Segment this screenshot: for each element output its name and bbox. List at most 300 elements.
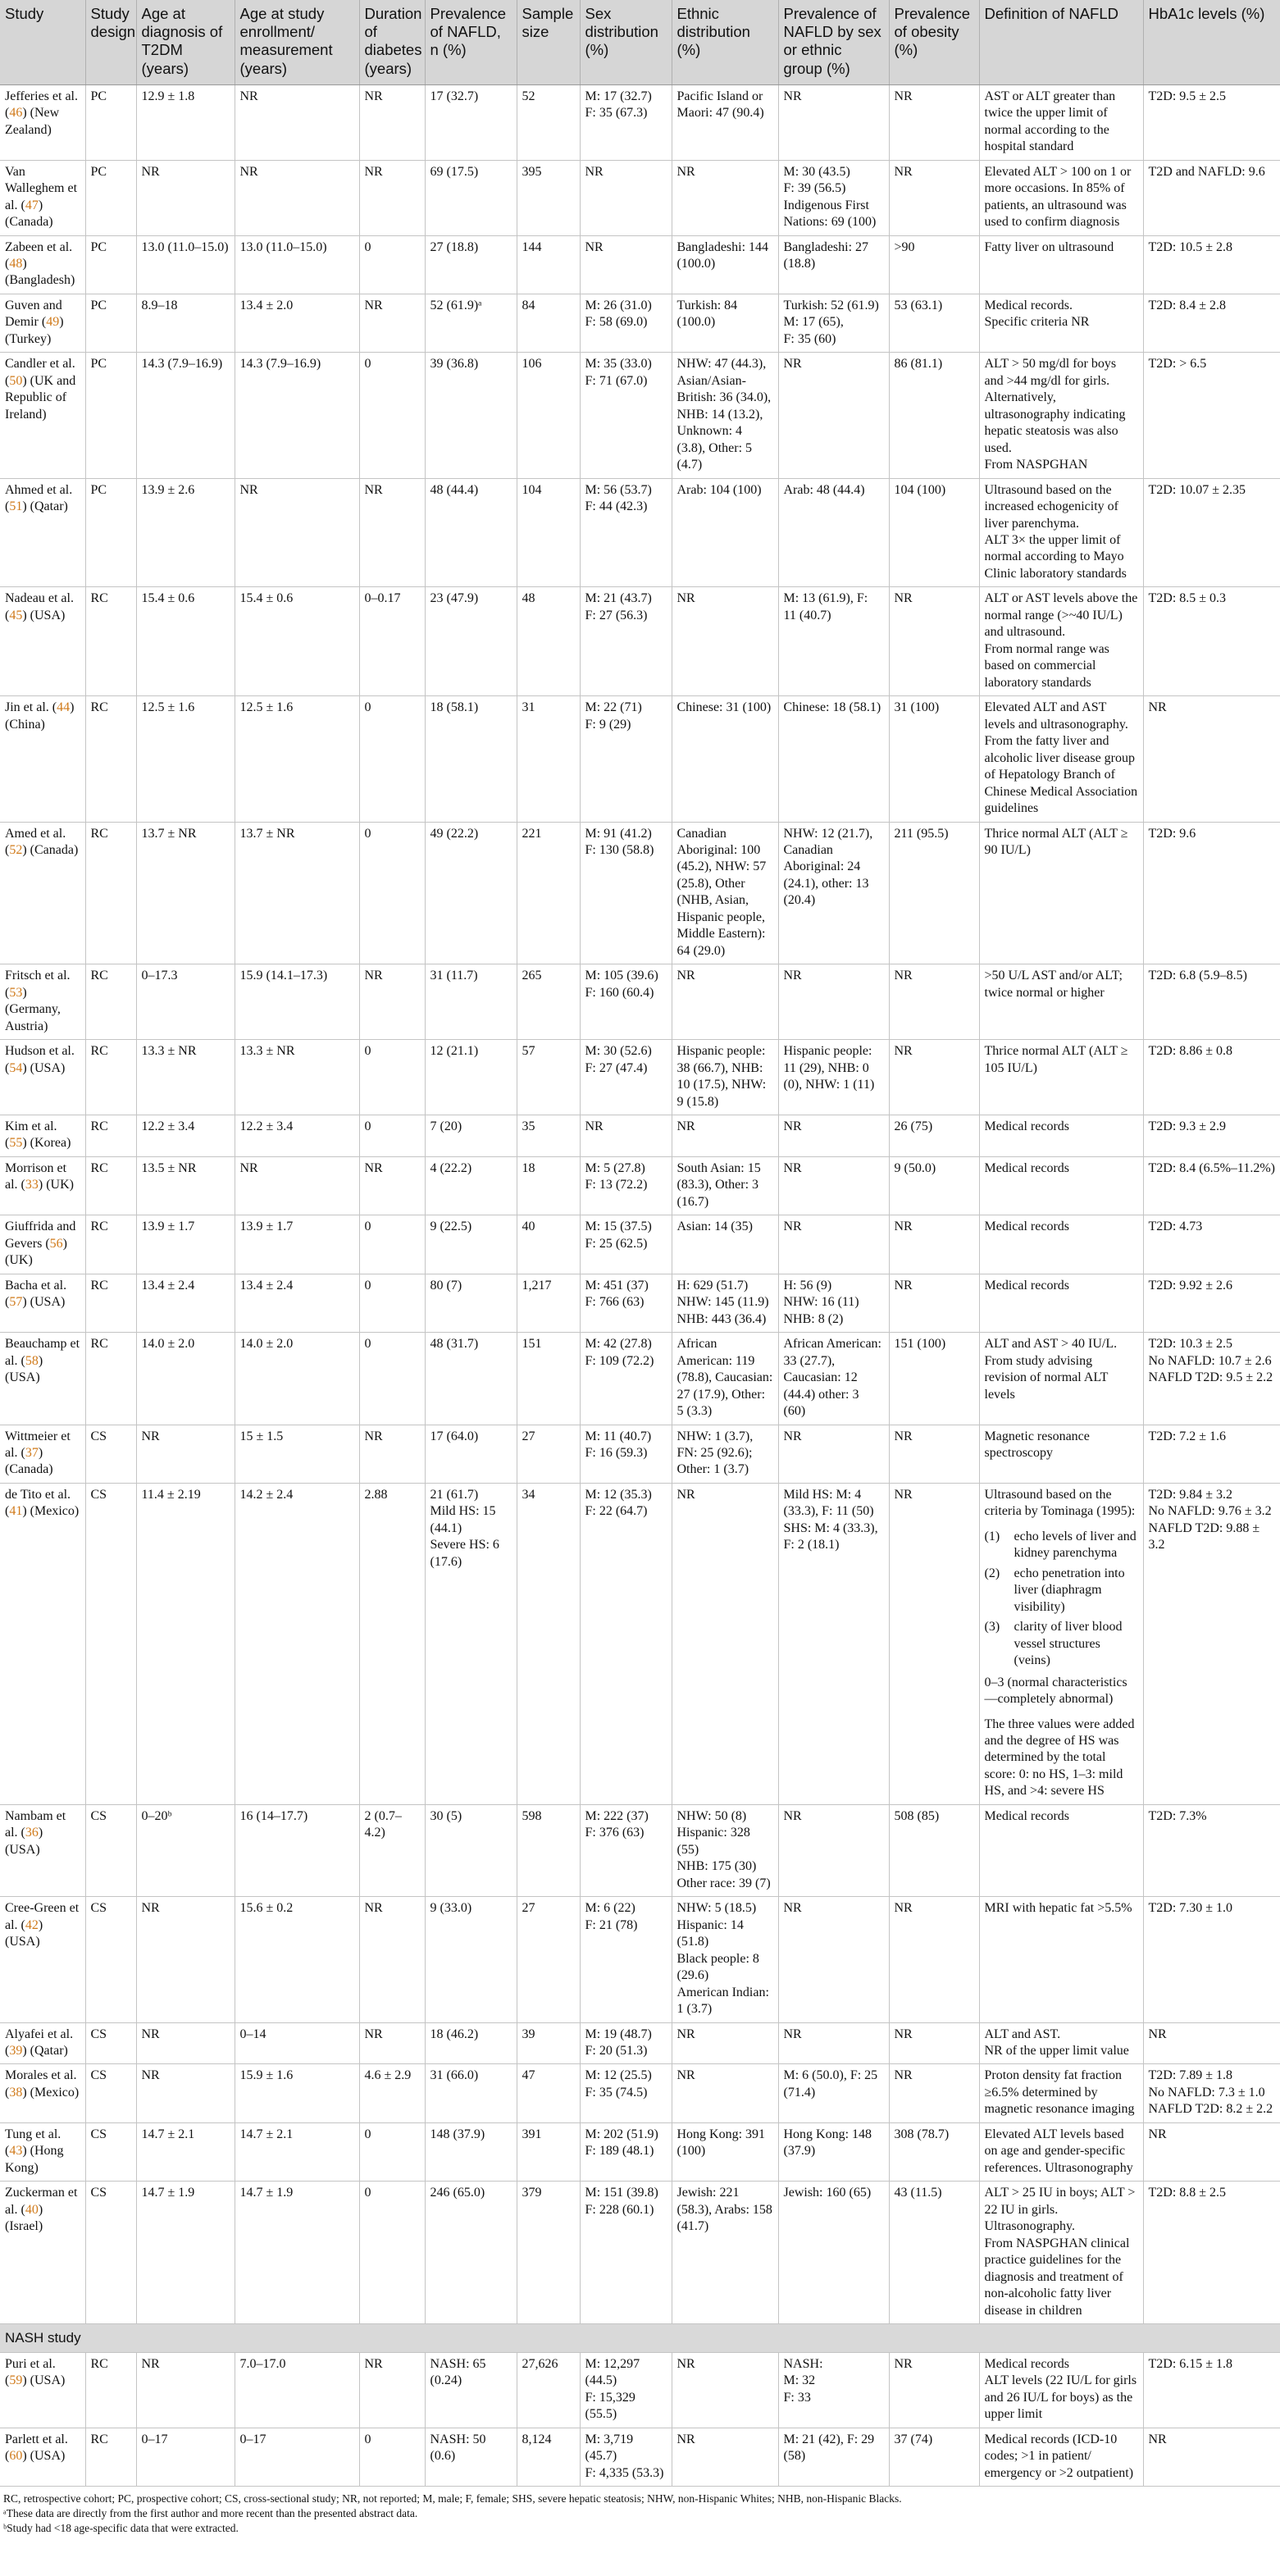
sample-size-cell: 27	[517, 1425, 580, 1483]
sample-size-cell: 151	[517, 1333, 580, 1425]
study-name: Jefferies et al. (	[5, 89, 78, 121]
obesity-cell: 26 (75)	[889, 1115, 979, 1157]
reference-link[interactable]: 43	[9, 2144, 23, 2159]
reference-link[interactable]: 37	[25, 1445, 39, 1460]
obesity-cell: NR	[889, 160, 979, 235]
age-diagnosis-cell: 14.3 (7.9–16.9)	[136, 353, 235, 478]
age-diagnosis-cell: 14.7 ± 1.9	[136, 2182, 235, 2324]
table-row	[0, 587, 1280, 696]
prevalence-cell: 148 (37.9)	[425, 2122, 517, 2181]
design-cell: RC	[85, 587, 136, 696]
sample-size-cell: 395	[517, 160, 580, 235]
footnote: ᵇStudy had <18 age-specific data that were extracted.	[3, 2522, 239, 2535]
sample-size-cell: 31	[517, 696, 580, 822]
age-enrollment-cell: 0–17	[235, 2428, 359, 2486]
sample-size-cell: 48	[517, 587, 580, 696]
definition-cell: Ultrasound based on the increased echogenicity of liver parenchyma. ALT 3× the upper limit of normal according to Mayo Clinic laboratory standards	[979, 478, 1143, 587]
sample-size-cell: 35	[517, 1115, 580, 1157]
age-enrollment-cell: 14.2 ± 2.4	[235, 1483, 359, 1804]
study-name: Nadeau et al. (	[5, 591, 74, 622]
definition-cell: ALT and AST. NR of the upper limit value	[979, 2022, 1143, 2064]
design-cell: RC	[85, 1215, 136, 1274]
sample-size-cell: 265	[517, 964, 580, 1040]
study-country: ) (Bangladesh)	[5, 256, 75, 288]
design-cell: PC	[85, 353, 136, 478]
prevalence-group-cell: NR	[778, 2022, 889, 2064]
age-enrollment-cell: 14.7 ± 1.9	[235, 2182, 359, 2324]
table-row	[0, 235, 1280, 294]
table-row	[0, 478, 1280, 587]
study-cell	[0, 160, 85, 235]
reference-link[interactable]: 42	[25, 1917, 39, 1932]
ethnic-distribution-cell: NHW: 5 (18.5) Hispanic: 14 (51.8) Black people: 8 (29.6) American Indian: 1 (3.7)	[672, 1897, 778, 2022]
reference-link[interactable]: 49	[46, 315, 60, 330]
reference-link[interactable]: 51	[9, 499, 23, 514]
table-row	[0, 1333, 1280, 1425]
hba1c-cell: T2D: 9.6	[1143, 822, 1280, 964]
prevalence-group-cell: NASH: M: 32 F: 33	[778, 2352, 889, 2428]
definition-cell: Magnetic resonance spectroscopy	[979, 1425, 1143, 1483]
age-diagnosis-cell: NR	[136, 2352, 235, 2428]
prevalence-group-cell: Turkish: 52 (61.9) M: 17 (65), F: 35 (60)	[778, 294, 889, 352]
age-diagnosis-cell: 15.4 ± 0.6	[136, 587, 235, 696]
design-cell: PC	[85, 294, 136, 352]
definition-cell: Elevated ALT > 100 on 1 or more occasions. In 85% of patients, an ultrasound was used to confirm diagnosis	[979, 160, 1143, 235]
hba1c-cell: T2D: 9.84 ± 3.2 No NAFLD: 9.76 ± 3.2 NAFLD T2D: 9.88 ± 3.2	[1143, 1483, 1280, 1804]
definition-cell: Medical records. Specific criteria NR	[979, 294, 1143, 352]
study-cell	[0, 964, 85, 1040]
prevalence-cell: NASH: 65 (0.24)	[425, 2352, 517, 2428]
study-country: ) (USA)	[22, 1060, 66, 1075]
prevalence-cell: 39 (36.8)	[425, 353, 517, 478]
definition-cell: Thrice normal ALT (ALT ≥ 105 IU/L)	[979, 1040, 1143, 1115]
hba1c-cell: T2D: 10.3 ± 2.5 No NAFLD: 10.7 ± 2.6 NAFLD T2D: 9.5 ± 2.2	[1143, 1333, 1280, 1425]
table-row	[0, 1804, 1280, 1896]
ethnic-distribution-cell: Asian: 14 (35)	[672, 1215, 778, 1274]
column-header: Prevalence of NAFLD by sex or ethnic group (%)	[778, 0, 889, 84]
hba1c-cell: T2D: 8.8 ± 2.5	[1143, 2182, 1280, 2324]
design-cell: RC	[85, 2428, 136, 2486]
obesity-cell: 37 (74)	[889, 2428, 979, 2486]
reference-link[interactable]: 57	[9, 1295, 23, 1310]
table-row	[0, 964, 1280, 1040]
sample-size-cell: 84	[517, 294, 580, 352]
reference-link[interactable]: 33	[25, 1178, 39, 1192]
table-row	[0, 2182, 1280, 2324]
prevalence-cell: 23 (47.9)	[425, 587, 517, 696]
ethnic-distribution-cell: Chinese: 31 (100)	[672, 696, 778, 822]
ethnic-distribution-cell: Turkish: 84 (100.0)	[672, 294, 778, 352]
sample-size-cell: 40	[517, 1215, 580, 1274]
design-cell: RC	[85, 1274, 136, 1332]
age-diagnosis-cell: 13.3 ± NR	[136, 1040, 235, 1115]
age-enrollment-cell: 15.9 (14.1–17.3)	[235, 964, 359, 1040]
ethnic-distribution-cell: NR	[672, 2352, 778, 2428]
duration-cell: 0	[359, 353, 425, 478]
study-name: Guven and Demir (	[5, 298, 62, 330]
age-diagnosis-cell: 13.7 ± NR	[136, 822, 235, 964]
sample-size-cell: 27,626	[517, 2352, 580, 2428]
age-enrollment-cell: 14.7 ± 2.1	[235, 2122, 359, 2181]
reference-link[interactable]: 41	[9, 1504, 23, 1519]
sex-distribution-cell: M: 3,719 (45.7) F: 4,335 (53.3)	[580, 2428, 672, 2486]
study-name: Zuckerman et al. (	[5, 2186, 78, 2217]
reference-link[interactable]: 55	[9, 1136, 23, 1151]
prevalence-cell: 246 (65.0)	[425, 2182, 517, 2324]
prevalence-group-cell: NR	[778, 1115, 889, 1157]
study-cell	[0, 1897, 85, 2022]
sample-size-cell: 221	[517, 822, 580, 964]
study-name: Wittmeier et al. (	[5, 1429, 71, 1460]
ethnic-distribution-cell: Bangladeshi: 144 (100.0)	[672, 235, 778, 294]
column-header: Ethnic distribution (%)	[672, 0, 778, 84]
study-country: ) (Germany, Austria)	[5, 985, 61, 1033]
age-enrollment-cell: 14.3 (7.9–16.9)	[235, 353, 359, 478]
hba1c-cell: NR	[1143, 696, 1280, 822]
study-country: ) (China)	[5, 700, 75, 732]
age-enrollment-cell: 13.0 (11.0–15.0)	[235, 235, 359, 294]
study-country: ) (Qatar)	[22, 2043, 68, 2058]
study-cell	[0, 1215, 85, 1274]
reference-link[interactable]: 46	[9, 106, 23, 121]
ethnic-distribution-cell: NR	[672, 587, 778, 696]
age-diagnosis-cell: 8.9–18	[136, 294, 235, 352]
reference-link[interactable]: 53	[9, 985, 23, 1000]
table-row	[0, 2022, 1280, 2064]
reference-link[interactable]: 47	[25, 198, 39, 212]
age-diagnosis-cell: 13.0 (11.0–15.0)	[136, 235, 235, 294]
ethnic-distribution-cell: African American: 119 (78.8), Caucasian: 27 (17.9), Other: 5 (3.3)	[672, 1333, 778, 1425]
table-body	[0, 84, 1280, 2486]
prevalence-group-cell: NR	[778, 353, 889, 478]
study-country: ) (UK)	[5, 1236, 67, 1268]
prevalence-cell: 12 (21.1)	[425, 1040, 517, 1115]
reference-link[interactable]: 39	[9, 2043, 23, 2058]
prevalence-cell: 21 (61.7) Mild HS: 15 (44.1) Severe HS: 6 (17.6)	[425, 1483, 517, 1804]
table-row	[0, 822, 1280, 964]
study-country: ) (Mexico)	[22, 1504, 80, 1519]
reference-link[interactable]: 44	[57, 700, 71, 715]
design-cell: PC	[85, 160, 136, 235]
design-cell: RC	[85, 1040, 136, 1115]
study-name: Nambam et al. (	[5, 1808, 66, 1840]
column-header: Prevalence of obesity (%)	[889, 0, 979, 84]
age-enrollment-cell: NR	[235, 478, 359, 587]
age-diagnosis-cell: 14.7 ± 2.1	[136, 2122, 235, 2181]
sex-distribution-cell: M: 17 (32.7) F: 35 (67.3)	[580, 84, 672, 160]
study-cell	[0, 822, 85, 964]
ethnic-distribution-cell: NR	[672, 1483, 778, 1804]
sample-size-cell: 1,217	[517, 1274, 580, 1332]
duration-cell: NR	[359, 1897, 425, 2022]
study-cell	[0, 2352, 85, 2428]
prevalence-cell: 17 (64.0)	[425, 1425, 517, 1483]
study-name: Puri et al. (	[5, 2356, 56, 2388]
prevalence-cell: 18 (46.2)	[425, 2022, 517, 2064]
age-enrollment-cell: 15 ± 1.5	[235, 1425, 359, 1483]
design-cell: RC	[85, 964, 136, 1040]
sex-distribution-cell: M: 11 (40.7) F: 16 (59.3)	[580, 1425, 672, 1483]
design-cell: PC	[85, 235, 136, 294]
study-cell	[0, 1333, 85, 1425]
table-row	[0, 2428, 1280, 2486]
sex-distribution-cell: M: 15 (37.5) F: 25 (62.5)	[580, 1215, 672, 1274]
prevalence-group-cell: Arab: 48 (44.4)	[778, 478, 889, 587]
age-enrollment-cell: NR	[235, 1156, 359, 1215]
reference-link[interactable]: 38	[9, 2085, 23, 2100]
prevalence-group-cell: NR	[778, 1425, 889, 1483]
hba1c-cell: T2D: 9.3 ± 2.9	[1143, 1115, 1280, 1157]
hba1c-cell: T2D: 7.89 ± 1.8 No NAFLD: 7.3 ± 1.0 NAFLD T2D: 8.2 ± 2.2	[1143, 2064, 1280, 2122]
ethnic-distribution-cell: NR	[672, 160, 778, 235]
age-diagnosis-cell: 13.9 ± 2.6	[136, 478, 235, 587]
sex-distribution-cell: M: 451 (37) F: 766 (63)	[580, 1274, 672, 1332]
reference-link[interactable]: 58	[25, 1353, 39, 1368]
sex-distribution-cell: M: 26 (31.0) F: 58 (69.0)	[580, 294, 672, 352]
duration-cell: 0	[359, 696, 425, 822]
study-name: Alyafei et al. (	[5, 2027, 74, 2058]
sex-distribution-cell: M: 56 (53.7) F: 44 (42.3)	[580, 478, 672, 587]
sex-distribution-cell: M: 222 (37) F: 376 (63)	[580, 1804, 672, 1896]
reference-link[interactable]: 60	[9, 2449, 23, 2464]
sex-distribution-cell: M: 105 (39.6) F: 160 (60.4)	[580, 964, 672, 1040]
study-cell	[0, 587, 85, 696]
prevalence-cell: 31 (66.0)	[425, 2064, 517, 2122]
study-cell	[0, 84, 85, 160]
design-cell: PC	[85, 84, 136, 160]
study-name: Bacha et al. (	[5, 1278, 67, 1310]
study-cell	[0, 235, 85, 294]
study-cell	[0, 478, 85, 587]
age-diagnosis-cell: NR	[136, 1425, 235, 1483]
study-cell	[0, 2428, 85, 2486]
reference-link[interactable]: 54	[9, 1060, 23, 1075]
prevalence-group-cell: NR	[778, 1897, 889, 2022]
duration-cell: NR	[359, 964, 425, 1040]
sex-distribution-cell: M: 151 (39.8) F: 228 (60.1)	[580, 2182, 672, 2324]
age-diagnosis-cell: 12.9 ± 1.8	[136, 84, 235, 160]
age-enrollment-cell: 13.9 ± 1.7	[235, 1215, 359, 1274]
study-name: Van Walleghem et al. (	[5, 164, 78, 212]
table-row	[0, 1040, 1280, 1115]
age-diagnosis-cell: 0–17.3	[136, 964, 235, 1040]
definition-cell: Medical records	[979, 1274, 1143, 1332]
ethnic-distribution-cell: Hispanic people: 38 (66.7), NHB: 10 (17.5), NHW: 9 (15.8)	[672, 1040, 778, 1115]
reference-link[interactable]: 59	[9, 2373, 23, 2388]
column-header: Sample size	[517, 0, 580, 84]
obesity-cell: NR	[889, 1215, 979, 1274]
prevalence-group-cell: NR	[778, 1804, 889, 1896]
age-enrollment-cell: 12.5 ± 1.6	[235, 696, 359, 822]
ethnic-distribution-cell: NR	[672, 2022, 778, 2064]
sex-distribution-cell: M: 30 (52.6) F: 27 (47.4)	[580, 1040, 672, 1115]
age-enrollment-cell: 14.0 ± 2.0	[235, 1333, 359, 1425]
sex-distribution-cell: M: 12 (25.5) F: 35 (74.5)	[580, 2064, 672, 2122]
hba1c-cell: NR	[1143, 2022, 1280, 2064]
table-row	[0, 294, 1280, 352]
sample-size-cell: 52	[517, 84, 580, 160]
definition-cell: Ultrasound based on the criteria by Tominaga (1995): (1) echo levels of liver and kidney parenchyma (2) echo penetration into liver (diaphragm visibility) (3) clarity of liver blood vessel structures (veins) 0–3 (normal characteristics—completely abnormal) The three values were added and the degree of HS was determined by the total score: 0: no HS, 1–3: mild HS, and >4: severe HS	[979, 1483, 1143, 1804]
obesity-cell: 151 (100)	[889, 1333, 979, 1425]
reference-link[interactable]: 36	[25, 1826, 39, 1840]
study-cell	[0, 696, 85, 822]
design-cell: CS	[85, 2022, 136, 2064]
study-name: Kim et al. (	[5, 1119, 57, 1151]
prevalence-group-cell: Mild HS: M: 4 (33.3), F: 11 (50) SHS: M: 4 (33.3), F: 2 (18.1)	[778, 1483, 889, 1804]
table-row	[0, 1897, 1280, 2022]
duration-cell: 0	[359, 1274, 425, 1332]
study-country: ) (USA)	[22, 608, 66, 622]
age-diagnosis-cell: 0–20ᵇ	[136, 1804, 235, 1896]
study-country: ) (UK)	[38, 1178, 74, 1192]
study-name: Zabeen et al. (	[5, 239, 73, 271]
hba1c-cell: T2D: 8.4 (6.5%–11.2%)	[1143, 1156, 1280, 1215]
study-country: ) (Canada)	[5, 1445, 53, 1477]
age-diagnosis-cell: 12.5 ± 1.6	[136, 696, 235, 822]
reference-link[interactable]: 56	[49, 1236, 63, 1251]
definition-cell: Medical records	[979, 1804, 1143, 1896]
ethnic-distribution-cell: Pacific Island or Maori: 47 (90.4)	[672, 84, 778, 160]
obesity-cell: NR	[889, 1425, 979, 1483]
table-row	[0, 84, 1280, 160]
prevalence-cell: 17 (32.7)	[425, 84, 517, 160]
study-cell	[0, 2022, 85, 2064]
definition-cell: MRI with hepatic fat >5.5%	[979, 1897, 1143, 2022]
hba1c-cell: T2D: 6.8 (5.9–8.5)	[1143, 964, 1280, 1040]
study-cell	[0, 2064, 85, 2122]
obesity-cell: 9 (50.0)	[889, 1156, 979, 1215]
duration-cell: NR	[359, 1156, 425, 1215]
reference-link[interactable]: 40	[25, 2202, 39, 2217]
reference-link[interactable]: 45	[9, 608, 23, 622]
study-cell	[0, 1115, 85, 1157]
column-header: Age at diagnosis of T2DM (years)	[136, 0, 235, 84]
obesity-cell: NR	[889, 84, 979, 160]
table-row	[0, 2122, 1280, 2181]
prevalence-cell: 52 (61.9)ᵃ	[425, 294, 517, 352]
duration-cell: 0	[359, 1115, 425, 1157]
definition-cell: Medical records	[979, 1115, 1143, 1157]
prevalence-group-cell: M: 30 (43.5) F: 39 (56.5) Indigenous First Nations: 69 (100)	[778, 160, 889, 235]
study-country: ) (USA)	[5, 1353, 43, 1385]
sex-distribution-cell: M: 91 (41.2) F: 130 (58.8)	[580, 822, 672, 964]
prevalence-cell: 9 (22.5)	[425, 1215, 517, 1274]
age-diagnosis-cell: NR	[136, 2022, 235, 2064]
duration-cell: NR	[359, 294, 425, 352]
obesity-cell: 53 (63.1)	[889, 294, 979, 352]
definition-cell: Thrice normal ALT (ALT ≥ 90 IU/L)	[979, 822, 1143, 964]
definition-cell: Proton density fat fraction ≥6.5% determined by magnetic resonance imaging	[979, 2064, 1143, 2122]
duration-cell: NR	[359, 478, 425, 587]
age-enrollment-cell: 0–14	[235, 2022, 359, 2064]
design-cell: CS	[85, 1483, 136, 1804]
hba1c-cell: NR	[1143, 2122, 1280, 2181]
reference-link[interactable]: 52	[9, 842, 23, 857]
design-cell: RC	[85, 822, 136, 964]
study-name: Ahmed et al. (	[5, 482, 73, 514]
ethnic-distribution-cell: Hong Kong: 391 (100)	[672, 2122, 778, 2181]
sex-distribution-cell: M: 6 (22) F: 21 (78)	[580, 1897, 672, 2022]
duration-cell: 0	[359, 822, 425, 964]
sex-distribution-cell: NR	[580, 160, 672, 235]
obesity-cell: 43 (11.5)	[889, 2182, 979, 2324]
duration-cell: NR	[359, 2352, 425, 2428]
column-header: Duration of diabetes (years)	[359, 0, 425, 84]
design-cell: CS	[85, 1897, 136, 2022]
age-enrollment-cell: 13.3 ± NR	[235, 1040, 359, 1115]
sex-distribution-cell: M: 202 (51.9) F: 189 (48.1)	[580, 2122, 672, 2181]
definition-cell: Medical records	[979, 1156, 1143, 1215]
footnotes	[0, 2487, 1280, 2542]
study-country: ) (USA)	[5, 1917, 43, 1949]
study-cell	[0, 1156, 85, 1215]
hba1c-cell: T2D: 9.5 ± 2.5	[1143, 84, 1280, 160]
duration-cell: 0	[359, 1333, 425, 1425]
age-diagnosis-cell: 13.9 ± 1.7	[136, 1215, 235, 1274]
sample-size-cell: 104	[517, 478, 580, 587]
sample-size-cell: 39	[517, 2022, 580, 2064]
duration-cell: 2 (0.7–4.2)	[359, 1804, 425, 1896]
sample-size-cell: 391	[517, 2122, 580, 2181]
sex-distribution-cell: M: 42 (27.8) F: 109 (72.2)	[580, 1333, 672, 1425]
study-cell	[0, 1274, 85, 1332]
study-country: ) (Qatar)	[22, 499, 68, 514]
study-name: Cree-Green et al. (	[5, 1901, 80, 1932]
study-cell	[0, 353, 85, 478]
obesity-cell: NR	[889, 1897, 979, 2022]
ethnic-distribution-cell: South Asian: 15 (83.3), Other: 3 (16.7)	[672, 1156, 778, 1215]
age-enrollment-cell: 15.6 ± 0.2	[235, 1897, 359, 2022]
ethnic-distribution-cell: NHW: 47 (44.3), Asian/Asian-British: 36 (34.0), NHB: 14 (13.2), Unknown: 4 (3.8), Other: 5 (4.7)	[672, 353, 778, 478]
study-country: ) (USA)	[22, 2373, 66, 2388]
age-enrollment-cell: 13.4 ± 2.0	[235, 294, 359, 352]
obesity-cell: NR	[889, 587, 979, 696]
prevalence-group-cell: NR	[778, 1156, 889, 1215]
age-enrollment-cell: 15.9 ± 1.6	[235, 2064, 359, 2122]
hba1c-cell: T2D and NAFLD: 9.6	[1143, 160, 1280, 235]
reference-link[interactable]: 48	[9, 256, 23, 271]
study-country: ) (USA)	[5, 1826, 43, 1857]
study-country: ) (Hong Kong)	[5, 2144, 64, 2175]
ethnic-distribution-cell: NHW: 1 (3.7), FN: 25 (92.6); Other: 1 (3.7)	[672, 1425, 778, 1483]
study-cell	[0, 1040, 85, 1115]
age-diagnosis-cell: NR	[136, 160, 235, 235]
table-row	[0, 1156, 1280, 1215]
hba1c-cell: T2D: 8.5 ± 0.3	[1143, 587, 1280, 696]
definition-cell: Elevated ALT and AST levels and ultrasonography. From the fatty liver and alcoholic liver disease group of Hepatology Branch of Chinese Medical Association guidelines	[979, 696, 1143, 822]
age-diagnosis-cell: NR	[136, 2064, 235, 2122]
sample-size-cell: 34	[517, 1483, 580, 1804]
prevalence-group-cell: H: 56 (9) NHW: 16 (11) NHB: 8 (2)	[778, 1274, 889, 1332]
prevalence-cell: 69 (17.5)	[425, 160, 517, 235]
table-row	[0, 696, 1280, 822]
sex-distribution-cell: M: 12,297 (44.5) F: 15,329 (55.5)	[580, 2352, 672, 2428]
footnote: ᵃThese data are directly from the first author and more recent than the presented abstract data.	[3, 2507, 418, 2520]
duration-cell: NR	[359, 2022, 425, 2064]
sex-distribution-cell: M: 19 (48.7) F: 20 (51.3)	[580, 2022, 672, 2064]
duration-cell: 0	[359, 2182, 425, 2324]
ethnic-distribution-cell: NR	[672, 2428, 778, 2486]
age-diagnosis-cell: 13.5 ± NR	[136, 1156, 235, 1215]
duration-cell: NR	[359, 84, 425, 160]
study-country: ) (Mexico)	[22, 2085, 80, 2100]
reference-link[interactable]: 50	[9, 373, 23, 388]
obesity-cell: 308 (78.7)	[889, 2122, 979, 2181]
column-header: HbA1c levels (%)	[1143, 0, 1280, 84]
hba1c-cell: NR	[1143, 2428, 1280, 2486]
design-cell: CS	[85, 1425, 136, 1483]
obesity-cell: NR	[889, 1483, 979, 1804]
